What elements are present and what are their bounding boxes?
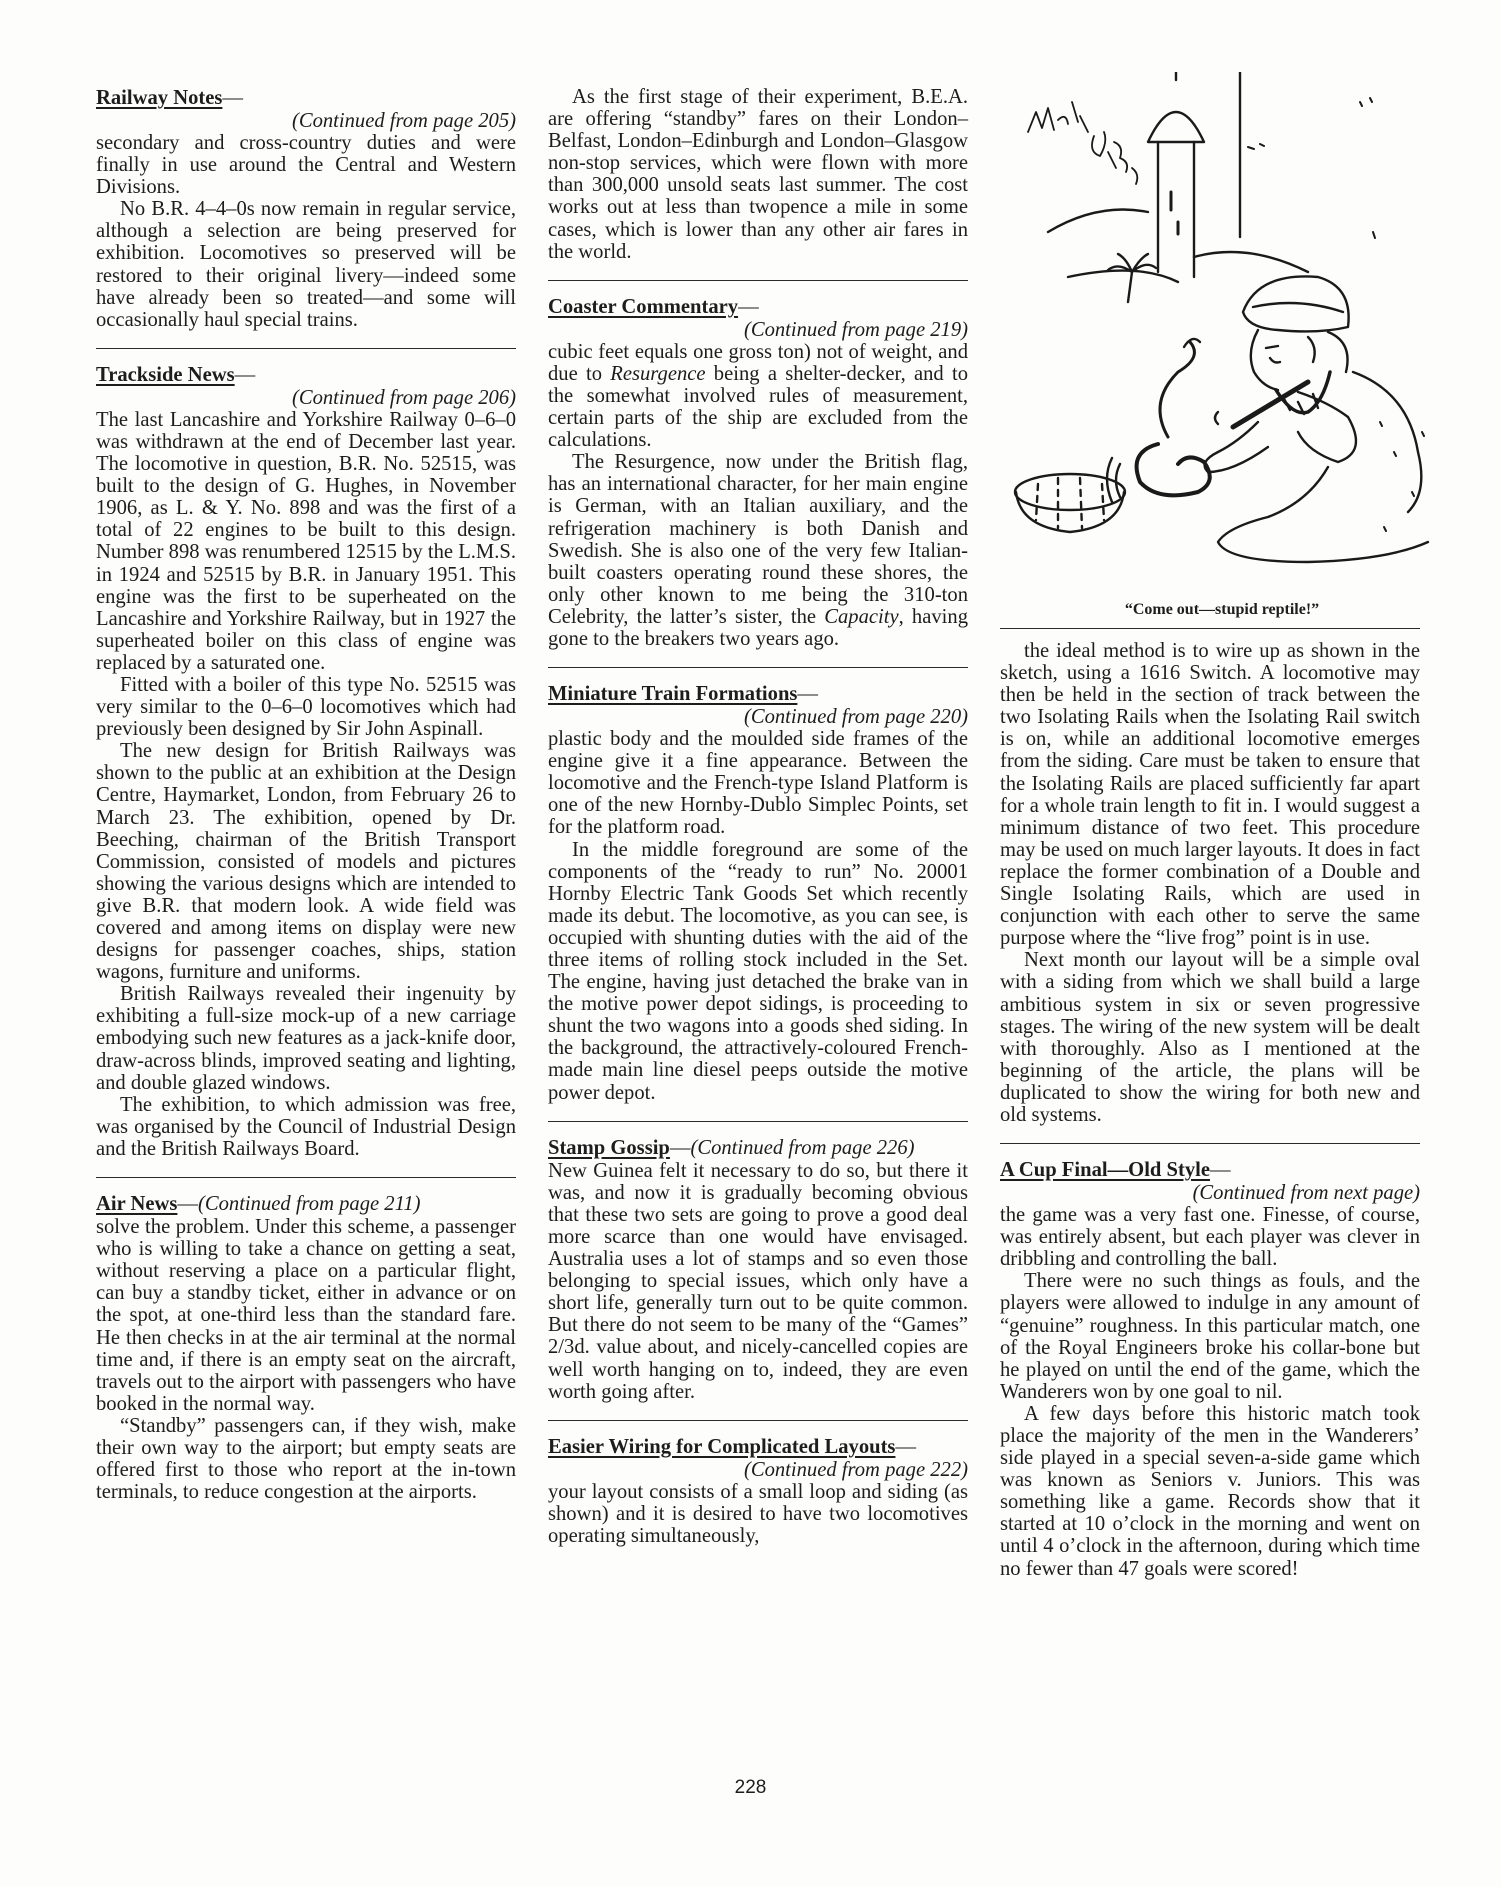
column-left [96, 86, 516, 1503]
section-heading [548, 1435, 968, 1459]
section-divider [548, 667, 968, 668]
paragraph: the ideal method is to wire up as shown in the sketch, using a 1616 Switch. A locomotive may then be held in the section of track between the two Isolating Rails when the Isolating Rail switch is on, while an additional locomotive emerges from the siding. Care must be taken to ensure that the Isolating Rails are placed sufficiently far apart for a whole train length to fit in. I would suggest a minimum distance of two feet. This procedure may be used on much larger layouts. It does in fact replace the former combination of a Double and Single Isolating Rails, which are used in conjunction with each other to serve the same purpose where the “live frog” point is in use. [1000, 640, 1420, 950]
paragraph: cubic feet equals one gross ton) not of weight, and due to Resurgence being a shelter-decker, and to the somewhat involved rules of measurement, certain parts of the ship are excluded from the calculations. [548, 340, 968, 452]
caption-divider [1000, 628, 1420, 629]
column-right [1000, 640, 1420, 1580]
section-divider [96, 1177, 516, 1178]
paragraph: There were no such things as fouls, and the players were allowed to indulge in any amount of “genuine” roughness. In this particular match, one of the Royal Engineers broke his collar-bone but he played on until the end of the game, which the Wanderers won by one goal to nil. [1000, 1270, 1420, 1403]
snake-charmer-cartoon [1008, 72, 1436, 612]
paragraph: solve the problem. Under this scheme, a passenger who is willing to take a chance on getting a seat, without reserving a place on a particular flight, can buy a standby ticket, either in advance or on the spot, at one-third less than the standard fare. He then checks in at the air terminal at the normal time and, if there is an empty seat on the aircraft, travels out to the airport with passengers who have booked in the normal way. [96, 1216, 516, 1415]
section-divider [1000, 1143, 1420, 1144]
continued-note: (Continued from next page) [1192, 1182, 1420, 1205]
continued-note: (Continued from page 211) [198, 1193, 421, 1216]
heading-dash: — [738, 295, 759, 318]
section-title: Coaster Commentary [548, 295, 739, 318]
article-section [96, 86, 516, 331]
page-number: 228 [734, 1777, 767, 1798]
continued-note: (Continued from page 226) [690, 1136, 915, 1159]
article-section [1000, 1158, 1420, 1580]
paragraph: The Resurgence, now under the British flag, has an international character, for her main engine is German, with an Italian auxiliary, and the refrigeration machinery is both Danish and Swedish. She is also one of the very few Italian-built coasters operating round these shores, the only other known to me being the 310-ton Celebrity, the latter’s sister, the Capacity, having gone to the breakers two years ago. [548, 451, 968, 650]
section-title: Trackside News [96, 363, 235, 386]
section-title: Miniature Train Formations [548, 683, 798, 706]
paragraph: Fitted with a boiler of this type No. 52515 was very similar to the 0–6–0 locomotives which had previously been designed by Sir John Aspinall. [96, 673, 516, 741]
paragraph: The exhibition, to which admission was free, was organised by the Council of Industrial Design and the British Railways Board. [96, 1093, 516, 1160]
section-title: Air News [96, 1193, 178, 1216]
section-heading [96, 363, 516, 387]
paragraph: the game was a very fast one. Finesse, of course, was entirely absent, but each player was clever in dribbling and controlling the ball. [1000, 1204, 1420, 1271]
section-title: Stamp Gossip [548, 1136, 670, 1159]
paragraph: The new design for British Railways was shown to the public at an exhibition at the Design Centre, Haymarket, London, from February 26 to March 23. The exhibition, opened by Dr. Beeching, chairman of the British Transport Commission, consisted of models and pictures showing the various designs which are intended to give B.R. that modern look. A wide field was covered and among items on display were new designs for passenger coaches, ships, station wagons, furniture and uniforms. [96, 740, 516, 984]
article-section [96, 363, 516, 1160]
section-divider [548, 280, 968, 281]
article-section [1000, 640, 1420, 1126]
article-section [548, 86, 968, 263]
section-heading [1000, 1158, 1420, 1182]
continued-note: (Continued from page 205) [291, 110, 516, 132]
section-heading [548, 1136, 968, 1160]
article-section [548, 682, 968, 1104]
continued-note: (Continued from page 206) [291, 386, 516, 409]
heading-dash: — [797, 683, 819, 706]
heading-dash: — [1210, 1159, 1231, 1182]
heading-dash: — [669, 1136, 691, 1159]
heading-dash: — [222, 87, 244, 109]
paragraph: plastic body and the moulded side frames of the engine give it a fine appearance. Between the locomotive and the French-type Island Platform is one of the new Hornby-Dublo Simplec Points, set for the platform road. [548, 728, 968, 839]
section-divider [548, 1121, 968, 1122]
paragraph: No B.R. 4–4–0s now remain in regular service, although a selection are being preserved for exhibition. Locomotives so preserved will be restored to their original livery—indeed some have already been so treated—and some will occasionally haul special trains. [96, 198, 516, 331]
ship-name: Resurgence [610, 362, 706, 385]
paragraph: secondary and cross-country duties and were finally in use around the Central and Western Divisions. [96, 132, 516, 199]
heading-dash: — [177, 1193, 199, 1216]
paragraph: New Guinea felt it necessary to do so, but there it was, and now it is gradually becoming obvious that these two sets are going to prove a good deal more scarce than one would have envisaged. Australia uses a lot of stamps and so even those belonging to special issues, which only have a short life, generally turn out to be quite common. But there do not seem to be many of the “Games” 2/3d. value about, and nicely-cancelled copies are well worth hanging on to, indeed, they are even worth going after. [548, 1159, 968, 1403]
cartoon-caption: “Come out—stupid reptile!” [1124, 601, 1320, 618]
article-section [548, 1136, 968, 1403]
section-title: A Cup Final—Old Style [1000, 1159, 1210, 1182]
continued-note: (Continued from page 222) [743, 1458, 968, 1481]
section-heading [548, 682, 968, 706]
paragraph: your layout consists of a small loop and siding (as shown) and it is desired to have two locomotives operating simultaneously, [548, 1480, 968, 1547]
section-title: Railway Notes [96, 87, 223, 109]
continued-note: (Continued from page 219) [743, 318, 968, 341]
paragraph: Next month our layout will be a simple oval with a siding from which we shall build a large ambitious system in six or seven progressive stages. The wiring of the new system will be dealt with thoroughly. Also as I mentioned at the beginning of the article, the plans will be duplicated to show the wiring for both new and old systems. [1000, 949, 1420, 1126]
section-divider [548, 1420, 968, 1421]
section-divider [96, 348, 516, 349]
article-section [548, 295, 968, 650]
paragraph: As the first stage of their experiment, B.E.A. are offering “standby” fares on their London–Belfast, London–Edinburgh and London–Glasgow non-stop services, which were flown with more than 300,000 unsold seats last summer. The cost works out at less than twopence a mile in some cases, which is lower than any other air fares in the world. [548, 86, 968, 263]
article-section [96, 1192, 516, 1503]
paragraph: In the middle foreground are some of the components of the “ready to run” No. 20001 Hornby Electric Tank Goods Set which recently made its debut. The locomotive, as you can see, is occupied with shunting duties with the aid of the three items of rolling stock included in the Set. The engine, having just detached the brake van in the motive power depot sidings, is proceeding to shunt the two wagons into a goods shed siding. In the background, the attractively-coloured French-made main line diesel peeps outside the motive power depot. [548, 838, 968, 1104]
paragraph: A few days before this historic match took place the majority of the men in the Wanderers’ side played in a special seven-a-side game which was known as Seniors v. Juniors. This was something like a game. Records show that it started at 10 o’clock in the morning and went on until 4 o’clock in the afternoon, during which time no fewer than 47 goals were scored! [1000, 1402, 1420, 1580]
paragraph: “Standby” passengers can, if they wish, make their own way to the airport; but empty seats are offered first to those who report at the in-town terminals, to reduce congestion at the airports. [96, 1414, 516, 1504]
section-heading [96, 86, 516, 110]
article-section [548, 1435, 968, 1547]
paragraph: The last Lancashire and Yorkshire Railway 0–6–0 was withdrawn at the end of December last year. The locomotive in question, B.R. No. 52515, was built to the design of G. Hughes, in November 1906, as L. & Y. No. 898 and was the first of a total of 22 engines to be built to this design. Number 898 was renumbered 12515 by the L.M.S. in 1924 and 52515 by B.R. in January 1951. This engine was the first to be superheated on the Lancashire and Yorkshire Railway, but in 1927 the superheated boiler on this class of engine was replaced by a saturated one. [96, 408, 516, 674]
paragraph: British Railways revealed their ingenuity by exhibiting a full-size mock-up of a new carriage embodying such new features as a jack-knife door, draw-across blinds, improved seating and lighting, and double glazed windows. [96, 983, 516, 1094]
ship-name: Capacity [824, 605, 899, 628]
column-middle [548, 86, 968, 1547]
section-heading [96, 1192, 516, 1216]
heading-dash: — [234, 363, 256, 386]
section-heading [548, 295, 968, 319]
heading-dash: — [895, 1435, 917, 1458]
section-title: Easier Wiring for Complicated Layouts [548, 1435, 896, 1458]
continued-note: (Continued from page 220) [743, 706, 968, 729]
